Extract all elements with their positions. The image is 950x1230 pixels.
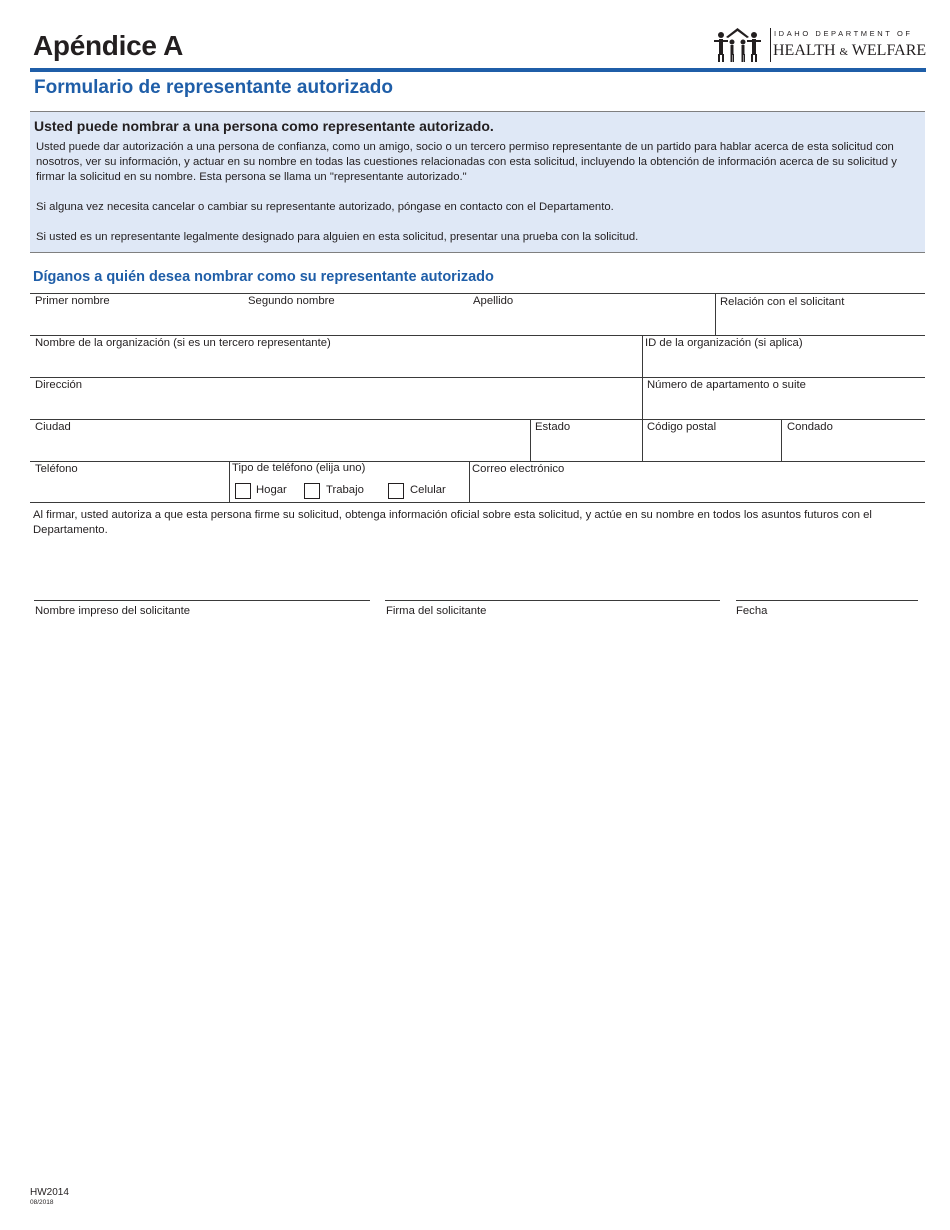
printed-name-line[interactable] — [34, 600, 370, 601]
printed-name-label: Nombre impreso del solicitante — [35, 605, 191, 617]
logo-line-1: IDAHO DEPARTMENT OF — [774, 29, 913, 38]
email-field[interactable]: Correo electrónico — [472, 463, 565, 475]
family-logo-icon — [712, 26, 764, 64]
city-field[interactable]: Ciudad — [35, 421, 71, 433]
form-subtitle: Formulario de representante autorizado — [34, 77, 393, 98]
organization-id-field[interactable]: ID de la organización (si aplica) — [645, 337, 803, 349]
form-rule — [30, 461, 925, 462]
county-field[interactable]: Condado — [787, 421, 833, 433]
info-paragraph-3: Si usted es un representante legalmente designado para alguien en esta solicitud, presentar una prueba con la solicitud. — [36, 231, 639, 243]
date-label: Fecha — [736, 605, 768, 617]
representative-section-heading: Díganos a quién desea nombrar como su representante autorizado — [33, 269, 494, 285]
form-rule — [30, 335, 925, 336]
apartment-field[interactable]: Número de apartamento o suite — [647, 379, 806, 391]
form-divider — [469, 461, 470, 502]
info-paragraph-2: Si alguna vez necesita cancelar o cambiar su representante autorizado, póngase en contacto con el Departamento. — [36, 201, 614, 213]
first-name-field[interactable]: Primer nombre — [35, 295, 110, 307]
date-line[interactable] — [736, 600, 918, 601]
cell-checkbox[interactable] — [388, 483, 404, 499]
form-rule — [30, 293, 925, 294]
home-option-label: Hogar — [256, 484, 287, 496]
relationship-field[interactable]: Relación con el solicitant — [720, 296, 845, 308]
signature-label: Firma del solicitante — [386, 605, 487, 617]
address-field[interactable]: Dirección — [35, 379, 83, 391]
zip-code-field[interactable]: Código postal — [647, 421, 717, 433]
cell-option-label: Celular — [410, 484, 446, 496]
form-rule — [30, 502, 925, 503]
info-paragraph-1: Usted puede dar autorización a una persona de confianza, como un amigo, socio o un tercero permiso representante de un partido para hablar acerca de esta solicitud con nosotros, ver su información, y actuar en su nombre en todas las cuestiones relacionadas con esta solicitud, incluyendo la obtención de información acerca de su solicitud y firmar la solicitud en su nombre. Esta persona se llama un "representante autorizado." — [36, 141, 897, 183]
home-checkbox[interactable] — [235, 483, 251, 499]
info-box — [30, 111, 925, 253]
state-field[interactable]: Estado — [535, 421, 571, 433]
phone-type-label: Tipo de teléfono (elija uno) — [232, 462, 366, 474]
middle-name-field[interactable]: Segundo nombre — [248, 295, 335, 307]
signature-line[interactable] — [385, 600, 720, 601]
form-rule — [30, 419, 925, 420]
form-divider — [715, 293, 716, 335]
idhw-logo — [712, 26, 926, 66]
form-divider — [642, 335, 643, 461]
form-divider — [229, 461, 230, 502]
logo-divider — [770, 28, 771, 62]
last-name-field[interactable]: Apellido — [473, 295, 514, 307]
header-rule — [30, 68, 926, 72]
form-rule — [30, 377, 925, 378]
form-revision-date: 08/2018 — [30, 1199, 54, 1206]
page-title: Apéndice A — [33, 30, 183, 61]
phone-field[interactable]: Teléfono — [35, 463, 78, 475]
logo-line-2: HEALTH & WELFARE — [773, 42, 927, 59]
work-option-label: Trabajo — [326, 484, 364, 496]
info-heading: Usted puede nombrar a una persona como representante autorizado. — [34, 118, 494, 134]
form-divider — [530, 419, 531, 461]
work-checkbox[interactable] — [304, 483, 320, 499]
consent-text: Al firmar, usted autoriza a que esta persona firme su solicitud, obtenga información oficial sobre esta solicitud, y actúe en su nombre en todos los asuntos futuros con el Departamento. — [33, 509, 872, 536]
form-divider — [781, 419, 782, 461]
organization-name-field[interactable]: Nombre de la organización (si es un tercero representante) — [35, 337, 331, 349]
form-code: HW2014 — [30, 1187, 69, 1198]
